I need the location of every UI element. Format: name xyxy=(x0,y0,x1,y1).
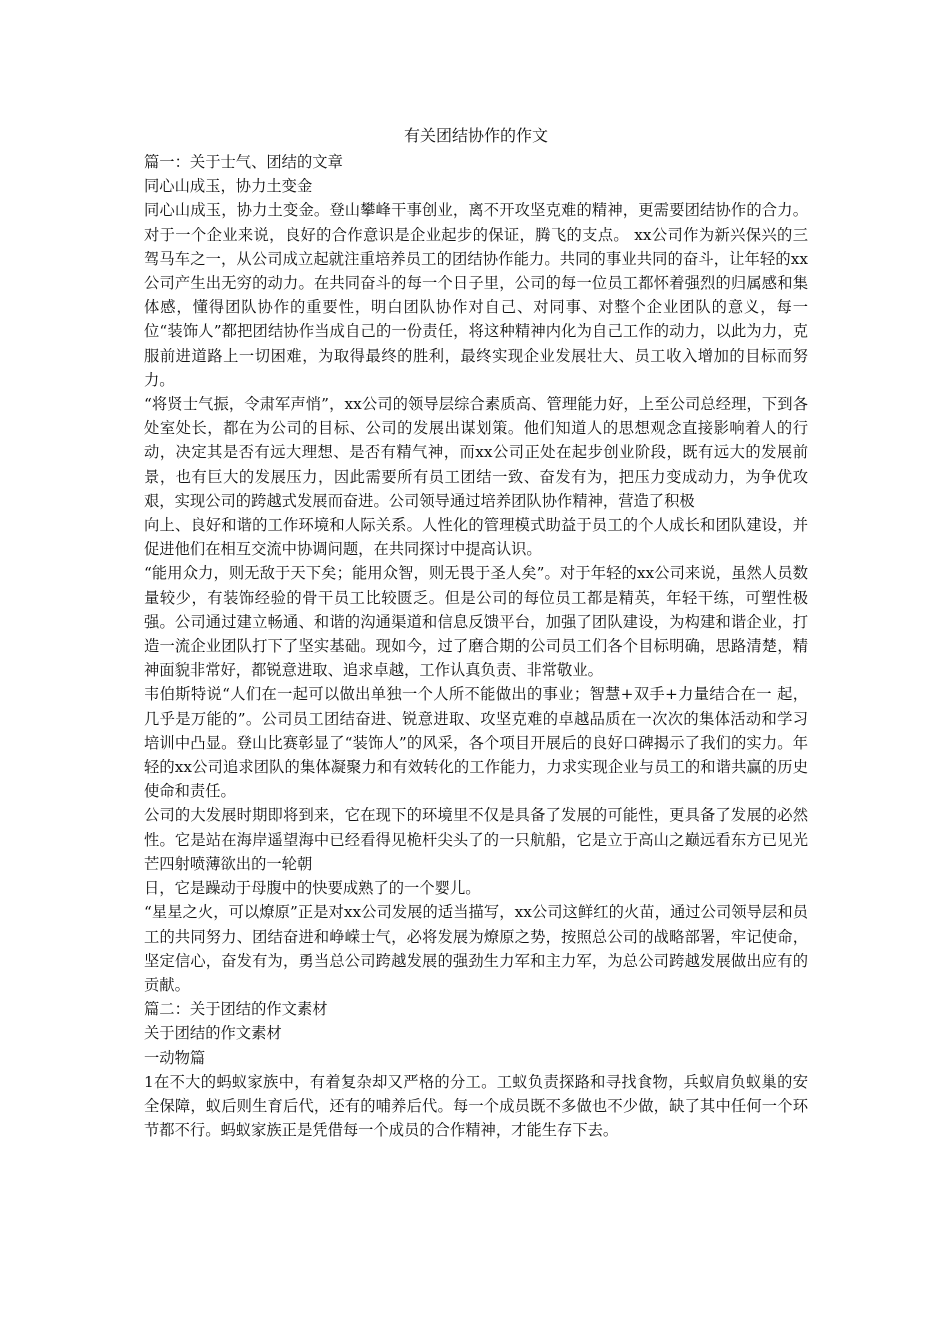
paragraph-6: 公司的大发展时期即将到来，它在现下的环境里不仅是具备了发展的可能性，更具备了发展的必然性。它是站在海岸遥望海中已经看得见桅杆尖头了的一只航船，它是立于高山之巅远看东方已见光芒四射喷薄欲出的一轮朝 xyxy=(144,806,808,873)
paragraph-4: “能用众力，则无敌于天下矣；能用众智，则无畏于圣人矣”。对于年轻的xx公司来说，虽然人员数量较少，有装饰经验的骨干员工比较匮乏。但是公司的每位员工都是精英，年轻干练，可塑性极强。公司通过建立畅通、和谐的沟通渠道和信息反馈平台，加强了团队建设，为构建和谐企业，打造一流企业团队打下了坚实基础。现如今，过了磨合期的公司员工们各个目标明确，思路清楚，精神面貌非常好，都锐意进取、追求卓越，工作认真负责、非常敬业。 xyxy=(144,564,808,680)
paragraph-3: 向上、良好和谐的工作环境和人际关系。人性化的管理模式助益于员工的个人成长和团队建设，并促进他们在相互交流中协调问题，在共同探讨中提高认识。 xyxy=(144,516,808,559)
section-heading-2: 篇二：关于团结的作文素材 xyxy=(144,1000,328,1019)
paragraph-1: 同心山成玉，协力土变金。登山攀峰干事创业，离不开攻坚克难的精神，更需要团结协作的合力。对于一个企业来说，良好的合作意识是企业起步的保证，腾飞的支点。 xx公司作为新兴保兴的三驾马车之一，从公司成立起就注重培养员工的团结协作能力。共同的事业共同的奋斗，让年轻的xx公司产生出无穷的动力。在共同奋斗的每一个日子里，公司的每一位员工都怀着强烈的归属感和集体感，懂得团队协作的重要性，明白团队协作对自己、对同事、对整个企业团队的意义，每一位“装饰人”都把团结协作当成自己的一份责任，将这种精神内化为自己工作的动力，以此为力，克服前进道路上一切困难，为取得最终的胜利，最终实现企业发展壮大、员工收入增加的目标而努力。 xyxy=(144,201,808,389)
subheading-1: 同心山成玉，协力土变金 xyxy=(144,177,313,196)
paragraph-5: 韦伯斯特说“人们在一起可以做出单独一个人所不能做出的事业；智慧+双手+力量结合在一 起，几乎是万能的”。公司员工团结奋进、锐意进取、攻坚克难的卓越品质在一次次的集体活动和学习培训中凸显。登山比赛彰显了“装饰人”的风采，各个项目开展后的良好口碑揭示了我们的实力。年轻的xx公司追求团队的集体凝聚力和有效转化的工作能力，力求实现企业与员工的和谐共赢的历史使命和责任。 xyxy=(144,685,808,801)
paragraph-2: “将贤士气振，令肃军声悄”，xx公司的领导层综合素质高、管理能力好，上至公司总经理，下到各处室处长，都在为公司的目标、公司的发展出谋划策。他们知道人的思想观念直接影响着人的行动，决定其是否有远大理想、是否有精气神，而xx公司正处在起步创业阶段，既有远大的发展前景，也有巨大的发展压力，因此需要所有员工团结一致、奋发有为，把压力变成动力，为争优攻艰，实现公司的跨越式发展而奋进。公司领导通过培养团队协作精神，营造了积极 xyxy=(144,395,808,510)
paragraph-8: “星星之火，可以燎原”正是对xx公司发展的适当描写，xx公司这鲜红的火苗，通过公司领导层和员工的共同努力、团结奋进和峥嵘士气，必将发展为燎原之势，按照总公司的战略部署，牢记使命，坚定信心，奋发有为，勇当总公司跨越发展的强劲生力军和主力军，为总公司跨越发展做出应有的贡献。 xyxy=(144,903,808,994)
document-title: 有关团结协作的作文 xyxy=(403,126,548,145)
subheading-3: 一动物篇 xyxy=(144,1048,206,1067)
paragraph-9: 1在不大的蚂蚁家族中，有着复杂却又严格的分工。工蚁负责探路和寻找食物，兵蚁肩负蚁巢的安全保障，蚁后则生育后代，还有的哺养后代。每一个成员既不多做也不少做，缺了其中任何一个环节都不行。蚂蚁家族正是凭借每一个成员的合作精神，才能生存下去。 xyxy=(144,1072,808,1140)
section-heading-1: 篇一：关于士气、团结的文章 xyxy=(144,153,343,171)
document-page xyxy=(144,124,808,1142)
subheading-2: 关于团结的作文素材 xyxy=(144,1024,282,1043)
paragraph-7: 日，它是躁动于母腹中的快要成熟了的一个婴儿。 xyxy=(144,879,481,898)
